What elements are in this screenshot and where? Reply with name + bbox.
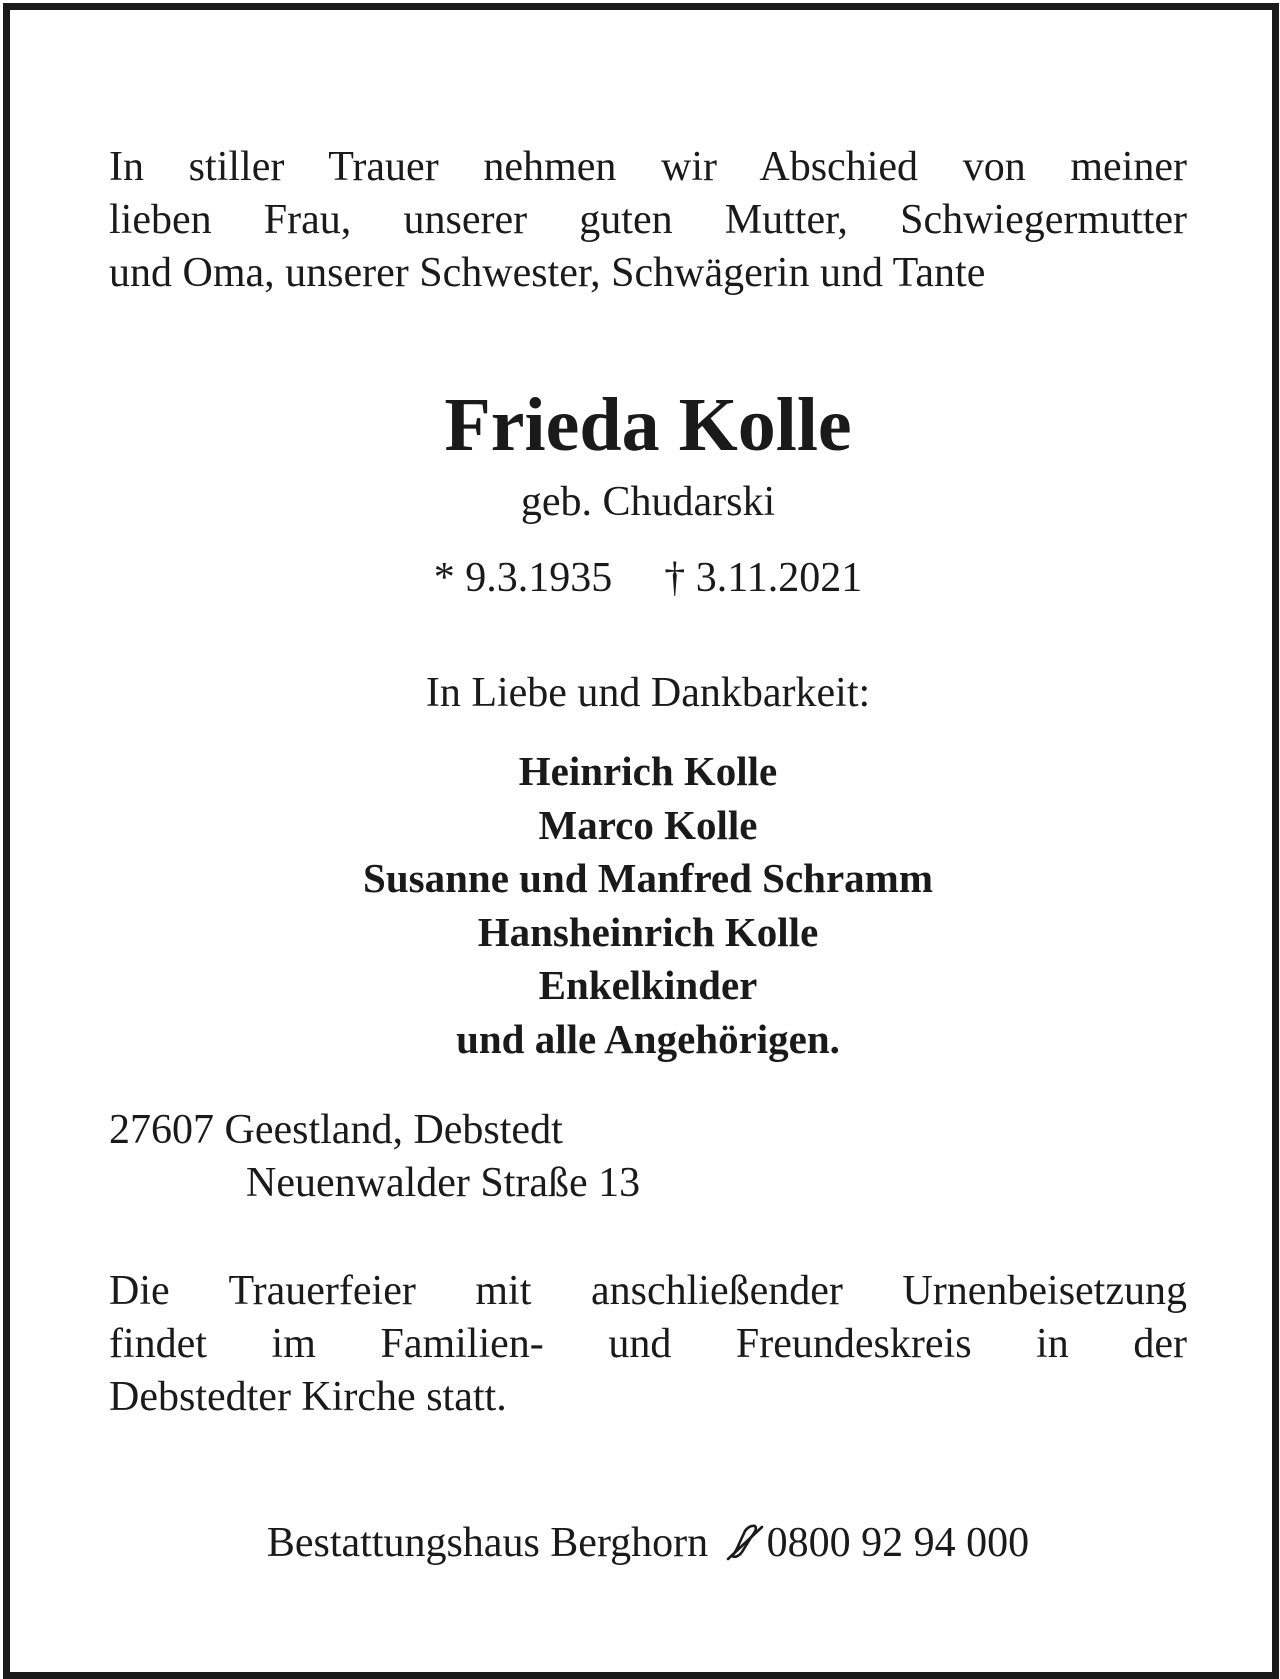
ceremony-line: Debstedter Kirche statt. bbox=[109, 1374, 507, 1420]
ceremony-line: findet im Familien- und Freundeskreis in der bbox=[109, 1321, 1187, 1367]
undertaker bbox=[109, 1517, 1187, 1569]
address-city: 27607 Geestland, Debstedt bbox=[109, 1107, 563, 1153]
address bbox=[109, 1104, 1187, 1210]
undertaker-name: Bestattungshaus Berghorn bbox=[266, 1520, 709, 1566]
deceased-name: Frieda Kolle bbox=[444, 383, 852, 467]
phone-icon bbox=[725, 1522, 765, 1562]
obituary-content bbox=[109, 10, 1187, 1672]
intro-line: lieben Frau, unserer guten Mutter, Schwiegermutter bbox=[109, 197, 1187, 243]
mourner-name: Hansheinrich Kolle bbox=[477, 908, 819, 955]
birth-date: * 9.3.1935 bbox=[433, 555, 613, 601]
death-date: † 3.11.2021 bbox=[664, 555, 863, 601]
mourner-name: Enkelkinder bbox=[538, 962, 758, 1008]
mourner-name: und alle Angehörigen. bbox=[456, 1015, 840, 1062]
mourner-name: Marco Kolle bbox=[538, 801, 758, 848]
mourners-list bbox=[109, 745, 1187, 1066]
life-dates bbox=[109, 552, 1187, 604]
intro-line: und Oma, unserer Schwester, Schwägerin und Tante bbox=[109, 250, 986, 296]
intro-line: In stiller Trauer nehmen wir Abschied von meiner bbox=[109, 144, 1187, 190]
ceremony-line: Die Trauerfeier mit anschließender Urnenbeisetzung bbox=[109, 1268, 1187, 1314]
maiden-name: geb. Chudarski bbox=[520, 479, 776, 525]
ceremony-text bbox=[109, 1265, 1187, 1424]
mourner-name: Susanne und Manfred Schramm bbox=[363, 855, 933, 901]
address-street: Neuenwalder Straße 13 bbox=[246, 1160, 641, 1206]
undertaker-phone: 0800 92 94 000 bbox=[766, 1520, 1030, 1566]
intro-text bbox=[109, 141, 1187, 300]
mourner-name: Heinrich Kolle bbox=[518, 748, 778, 794]
obituary-frame bbox=[3, 3, 1279, 1679]
thanks-line: In Liebe und Dankbarkeit: bbox=[425, 670, 871, 716]
